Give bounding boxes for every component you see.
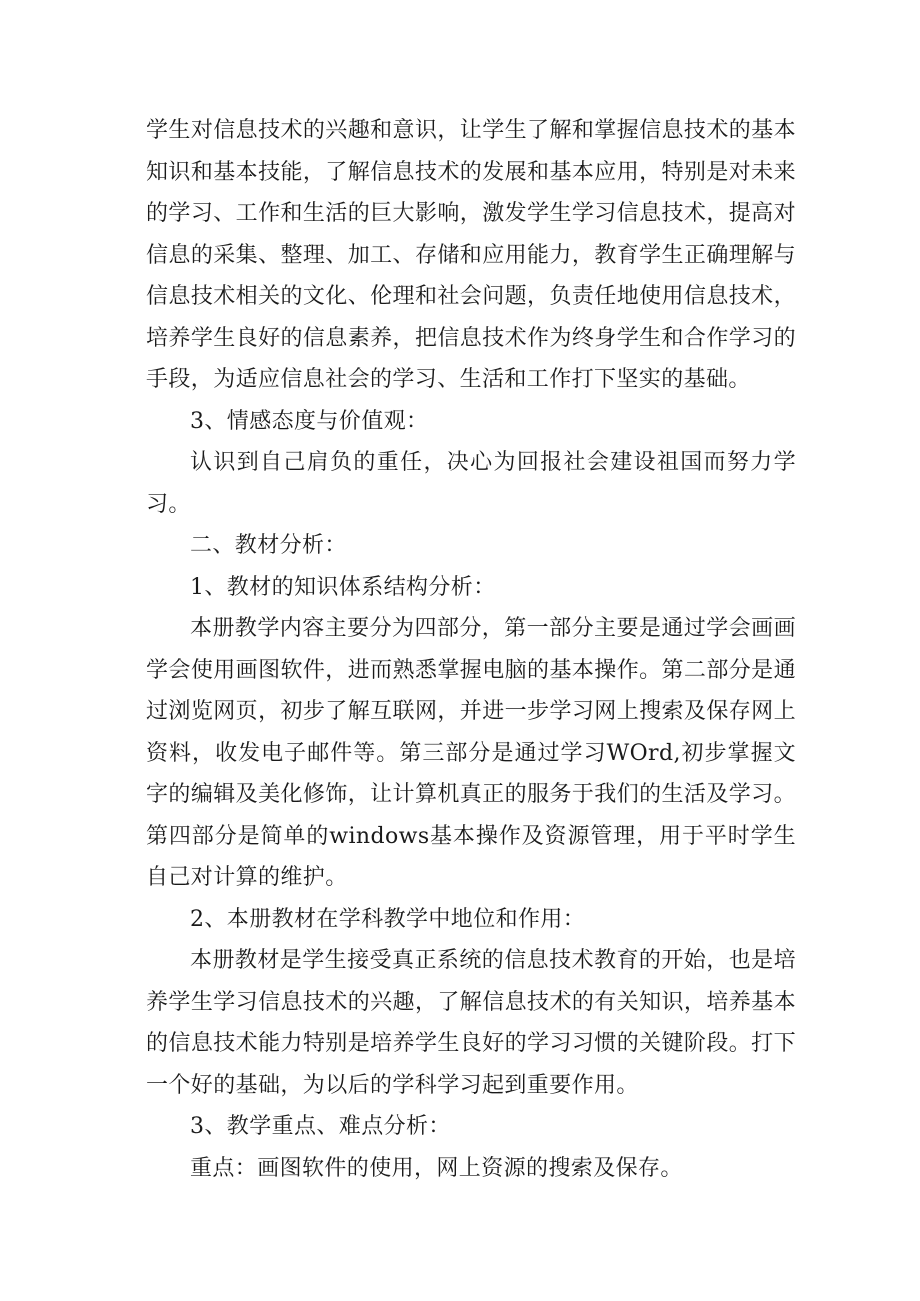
document-body [146,110,796,1189]
heading-knowledge-structure: 1、教材的知识体系结构分析： [190,574,496,600]
heading-emotion-values: 3、情感态度与价值观： [190,408,429,434]
heading-textbook-role: 2、本册教材在学科教学中地位和作用： [190,906,586,932]
heading-textbook-analysis: 二、教材分析： [190,533,347,558]
paragraph-intro-continuation: 学生对信息技术的兴趣和意识，让学生了解和掌握信息技术的基本知识和基本技能，了解信息技术的发展和基本应用，特别是对未来的学习、工作和生活的巨大影响，激发学生学习信息技术，提高对信息的采集、整理、加工、存储和应用能力，教育学生正确理解与信息技术相关的文化、伦理和社会问题，负责任地使用信息技术，培养学生良好的信息素养，把信息技术作为终身学生和合作学习的手段，为适应信息社会的学习、生活和工作打下坚实的基础。 [146,118,796,392]
heading-key-difficult-points: 3、教学重点、难点分析： [190,1114,451,1139]
paragraph-emotion-values: 认识到自己肩负的重任，决心为回报社会建设祖国而努力学习。 [146,450,796,517]
paragraph-knowledge-structure: 本册教学内容主要分为四部分，第一部分主要是通过学会画画学会使用画图软件，进而熟悉掌握电脑的基本操作。第二部分是通过浏览网页，初步了解互联网，并进一步学习网上搜索及保存网上资料，收发电子邮件等。第三部分是通过学习WOrd,初步掌握文字的编辑及美化修饰，让计算机真正的服务于我们的生活及学习。第四部分是简单的windows基本操作及资源管理，用于平时学生自己对计算的维护。 [146,616,796,890]
paragraph-key-points: 重点：画图软件的使用，网上资源的搜索及保存。 [190,1155,683,1181]
paragraph-textbook-role: 本册教材是学生接受真正系统的信息技术教育的开始，也是培养学生学习信息技术的兴趣，了解信息技术的有关知识，培养基本的信息技术能力特别是培养学生良好的学习习惯的关键阶段。打下一个好的基础，为以后的学科学习起到重要作用。 [146,948,796,1098]
